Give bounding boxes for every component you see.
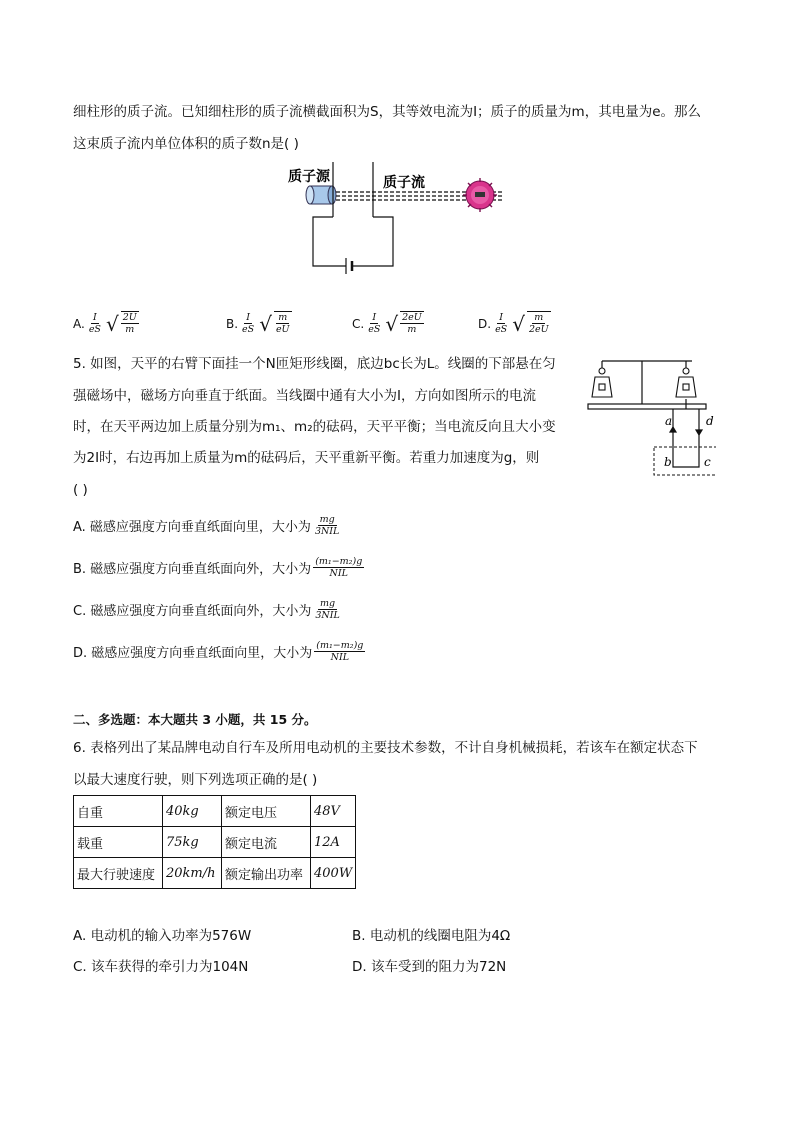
q6-line-1: 6. 表格列出了某品牌电动自行车及所用电动机的主要技术参数，不计自身机械损耗，若该车在额定状态下 <box>73 740 698 756</box>
table-cell: 最大行驶速度 <box>74 858 163 889</box>
section-2-title: 二、多选题：本大题共 3 小题，共 15 分。 <box>73 712 317 727</box>
q5-line-1: 5. 如图，天平的右臂下面挂一个N匝矩形线圈，底边bc长为L。线圈的下部悬在匀 <box>73 356 556 372</box>
table-cell: 额定电压 <box>222 796 311 827</box>
table-cell: 12A <box>311 827 356 858</box>
proton-source-cylinder <box>306 186 336 204</box>
q5-line-4: 为2I时，右边再加上质量为m的砝码后，天平重新平衡。若重力加速度为g，则 <box>73 450 540 466</box>
q5-line-5: ( ) <box>73 482 88 498</box>
table-row <box>74 827 356 858</box>
weight-right <box>676 368 696 397</box>
table-cell: 40kg <box>163 796 222 827</box>
battery-circuit <box>313 217 393 274</box>
q5-option-d[interactable]: D. 磁感应强度方向垂直纸面向里，大小为 $\frac{\text{(m₁−m₂)g}}{\text{NIL}}$ <box>73 640 364 663</box>
label-proton-source: 质子源 <box>288 169 330 185</box>
table-cell: 自重 <box>74 796 163 827</box>
q5-line-2: 强磁场中，磁场方向垂直于纸面。当线圈中通有大小为I，方向如图所示的电流 <box>73 388 536 404</box>
table-cell: 额定输出功率 <box>222 858 311 889</box>
q6-option-c[interactable]: C. 该车获得的牵引力为104N <box>73 959 249 975</box>
q6-option-b[interactable]: B. 电动机的线圈电阻为4Ω <box>352 928 511 944</box>
q4-option-a[interactable]: A. $\frac{I}{eS}$ √ $\frac{2U}{m}$ <box>73 311 137 336</box>
q5-option-a[interactable]: A. 磁感应强度方向垂直纸面向里，大小为 $\frac{mg}{\text{3NIL}}$ <box>73 514 340 537</box>
q5-option-b[interactable]: B. 磁感应强度方向垂直纸面向外，大小为 $\frac{\text{(m₁−m₂)g}}{\text{NIL}}$ <box>73 556 363 579</box>
rectangular-coil <box>670 409 702 467</box>
table-cell: 载重 <box>74 827 163 858</box>
q4-line-1: 细柱形的质子流。已知细柱形的质子流横截面积为S，其等效电流为I；质子的质量为m，其电量为e。那么 <box>73 104 702 120</box>
q4-option-d[interactable]: D. $\frac{I}{eS}$ √ $\frac{m}{2eU}$ <box>478 311 549 336</box>
label-proton-stream: 质子流 <box>383 175 425 191</box>
coil-label-a: a <box>665 414 673 428</box>
q4-option-c[interactable]: C. $\frac{I}{eS}$ √ $\frac{2eU}{m}$ <box>352 311 422 336</box>
table-cell: 20km/h <box>163 858 222 889</box>
table-row <box>74 858 356 889</box>
coil-label-c: c <box>704 455 711 469</box>
q4-option-b[interactable]: B. $\frac{I}{eS}$ √ $\frac{m}{eU}$ <box>226 311 290 336</box>
q5-line-3: 时，在天平两边加上质量分别为m₁、m₂的砝码，天平平衡；当电流反向且大小变 <box>73 419 556 435</box>
weight-left <box>592 368 612 397</box>
q6-option-a[interactable]: A. 电动机的输入功率为576W <box>73 928 252 944</box>
proton-stream-figure <box>280 162 530 282</box>
table-row <box>74 796 356 827</box>
q4-line-2: 这束质子流内单位体积的质子数n是( ) <box>73 136 299 152</box>
table-cell: 48V <box>311 796 356 827</box>
table-cell: 75kg <box>163 827 222 858</box>
balance-coil-figure <box>586 355 716 480</box>
q6-option-d[interactable]: D. 该车受到的阻力为72N <box>352 959 507 975</box>
parameter-table <box>73 795 356 889</box>
table-cell: 额定电流 <box>222 827 311 858</box>
coil-label-d: d <box>706 414 714 428</box>
target-cell-icon <box>463 178 497 212</box>
q6-line-2: 以最大速度行驶，则下列选项正确的是( ) <box>73 772 318 788</box>
coil-label-b: b <box>664 455 672 469</box>
table-cell: 400W <box>311 858 356 889</box>
q5-option-c[interactable]: C. 磁感应强度方向垂直纸面向外，大小为 $\frac{mg}{\text{3NIL}}$ <box>73 598 340 621</box>
